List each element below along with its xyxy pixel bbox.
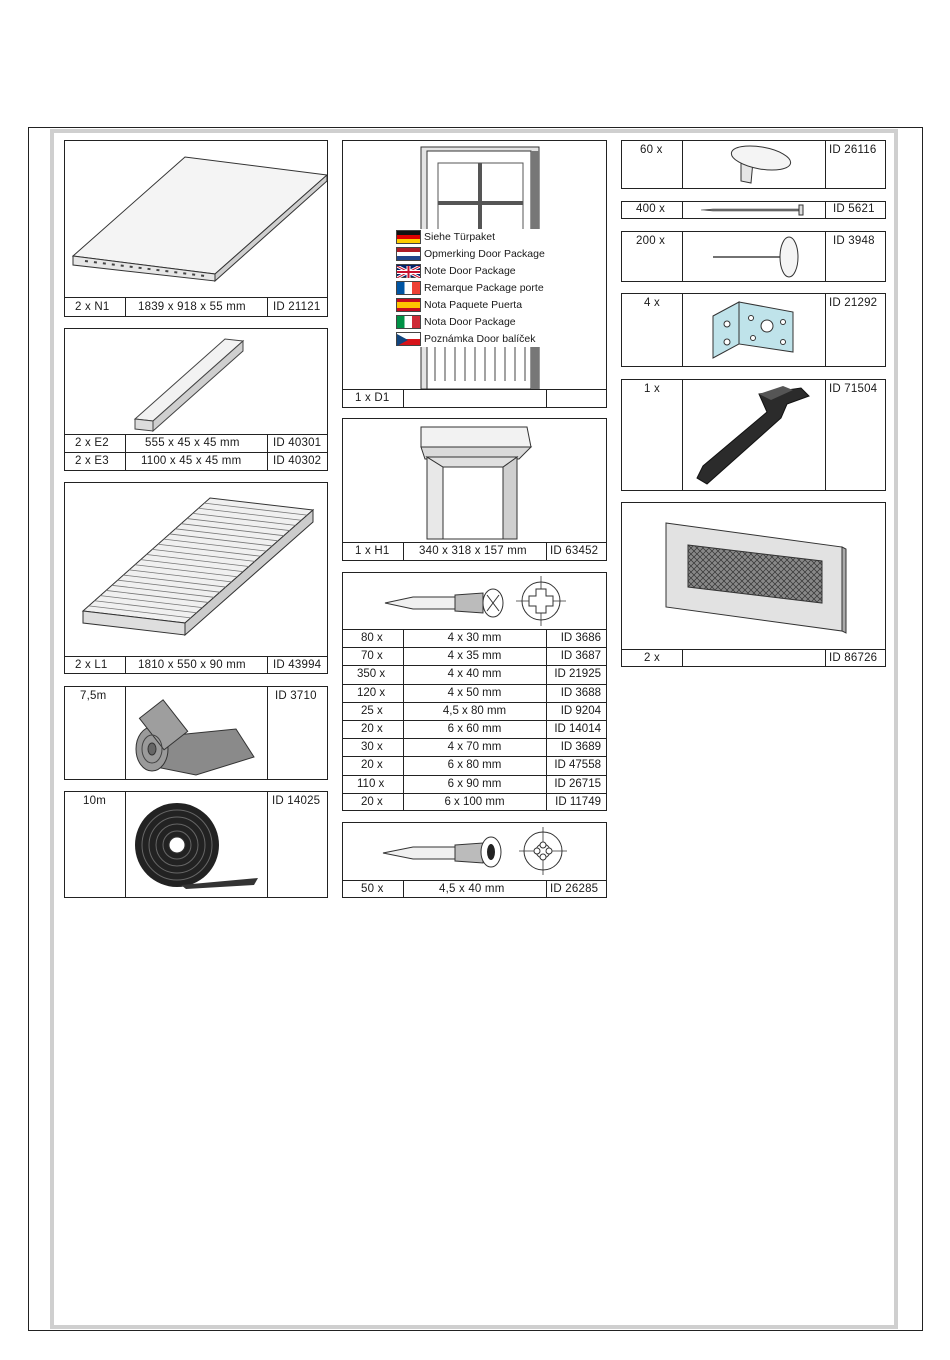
part-pin-qty: 200 x [636,235,666,247]
part-bracket-box [621,293,886,367]
part-l1-qty: 2 x L1 [75,659,108,671]
slatted-panel-illustration [65,483,327,657]
screw-row [343,665,606,684]
door-note-text: Nota Paquete Puerta [424,299,523,311]
screw2-id: ID 26285 [550,883,599,895]
part-e3-qty: 2 x E3 [75,455,109,467]
screw-id: ID 3689 [560,741,601,754]
part-vent-qty: 2 x [644,652,660,664]
screw-illustration [343,573,606,629]
part-h1-id: ID 63452 [550,545,599,557]
screw-qty: 20 x [361,759,383,772]
part-e3-dims: 1100 x 45 x 45 mm [141,455,242,467]
screw-qty: 70 x [361,650,383,663]
screw-size: 6 x 90 mm [447,777,502,790]
screw-qty: 30 x [361,741,383,754]
vent-grille-illustration [622,503,885,649]
floor-panel-illustration [65,141,327,298]
part-n1-box [64,140,328,317]
flag-gb-icon [396,264,421,278]
flag-it-icon [396,315,421,329]
screw-qty: 25 x [361,704,383,717]
flag-nl-icon [396,247,421,261]
part-l1-dims: 1810 x 550 x 90 mm [138,659,246,671]
screw-size: 6 x 60 mm [447,723,502,735]
part-h1-qty: 1 x H1 [355,545,390,557]
part-felt-id: ID 3710 [275,690,317,702]
screw2-size: 4,5 x 40 mm [439,883,505,895]
screw-size: 4 x 50 mm [447,686,502,699]
part-n1-qty: 2 x N1 [75,301,110,313]
part-bracket-id: ID 21292 [829,297,878,309]
part-e2-dims: 555 x 45 x 45 mm [145,437,240,449]
screw-qty: 120 x [357,686,386,699]
screw-size: 6 x 100 mm [444,795,505,808]
part-h1-box [342,418,607,561]
part-bracket-qty: 4 x [644,297,660,309]
part-nail-id: ID 5621 [833,203,875,215]
screw-torx-illustration [343,823,606,880]
part-d1-qty: 1 x D1 [355,392,390,404]
screw-id: ID 3687 [560,650,601,663]
screw-size: 4 x 35 mm [447,650,502,663]
door-note-text: Siehe Türpaket [424,231,496,243]
door-note-text: Remarque Package porte [424,282,544,294]
screw-row [343,702,606,721]
part-tack-id: ID 26116 [829,144,877,156]
screw-row [343,793,606,812]
felt-roll-illustration [126,687,266,779]
door-note-text: Nota Door Package [424,316,516,328]
door-note-text: Note Door Package [424,265,516,277]
part-vent-box [621,502,886,667]
part-vent-id: ID 86726 [829,652,878,664]
nail-illustration [683,202,825,218]
screw-qty: 80 x [361,632,383,644]
screw-row [343,756,606,775]
tape-roll-illustration [126,792,266,897]
screw-size: 4 x 40 mm [447,668,502,681]
screw-qty: 110 x [357,777,385,790]
part-e2-qty: 2 x E2 [75,437,109,449]
batten-illustration [65,329,327,435]
part-e2-id: ID 40301 [273,437,322,449]
screw-id: ID 21925 [554,668,601,681]
part-pin-box [621,231,886,282]
part-felt-box [64,686,328,780]
part-tool-qty: 1 x [644,383,660,395]
flag-fr-icon [396,281,421,295]
door-note-text: Opmerking Door Package [424,248,545,260]
part-pin-id: ID 3948 [833,235,875,247]
screw-size: 6 x 80 mm [447,759,502,772]
window-frame-illustration [343,419,606,542]
part-n1-dims: 1839 x 918 x 55 mm [138,301,246,313]
screw-qty: 350 x [357,668,386,681]
part-h1-dims: 340 x 318 x 157 mm [419,545,527,557]
screw-id: ID 47558 [554,759,601,772]
pin-illustration [683,232,825,281]
part-l1-id: ID 43994 [273,659,322,671]
screw-row [343,684,606,703]
screw-qty: 20 x [361,723,383,735]
screw-row [343,647,606,666]
part-tape-qty: 10m [83,795,106,807]
screw-id: ID 14014 [554,723,601,735]
part-nail-qty: 400 x [636,203,666,215]
screw2-qty: 50 x [361,883,384,895]
part-tape-id: ID 14025 [272,795,321,807]
part-tool-box [621,379,886,491]
screw-id: ID 11749 [555,795,601,808]
flag-de-icon [396,230,421,244]
part-l1-box [64,482,328,674]
part-nail-box [621,201,886,219]
flag-es-icon [396,298,421,312]
part-e-box [64,328,328,471]
part-d1-box [342,140,607,408]
screw-size: 4,5 x 80 mm [442,704,507,717]
screw-id: ID 26715 [554,777,601,790]
screw-size: 4 x 30 mm [447,632,502,644]
part-e3-id: ID 40302 [273,455,322,467]
door-note-text: Poznámka Door balíček [424,333,536,345]
screw-id: ID 3688 [560,686,601,699]
screws-table [342,572,607,811]
screw-size: 4 x 70 mm [447,741,502,754]
tack-illustration [683,141,825,188]
part-tack-qty: 60 x [640,144,663,156]
part-screw2-box [342,822,607,898]
screw-row [343,629,606,648]
screw-row [343,720,606,739]
part-n1-id: ID 21121 [273,301,321,313]
angle-bracket-illustration [683,294,825,366]
hammer-tool-illustration [683,380,825,490]
screw-id: ID 3686 [560,632,601,644]
screw-row [343,775,606,794]
screw-id: ID 9204 [560,704,601,717]
screw-row [343,738,606,757]
part-tape-box [64,791,328,898]
flag-cz-icon [396,332,421,346]
part-felt-qty: 7,5m [80,690,107,702]
part-tack-box [621,140,886,189]
part-tool-id: ID 71504 [829,383,878,395]
screw-qty: 20 x [361,795,383,808]
